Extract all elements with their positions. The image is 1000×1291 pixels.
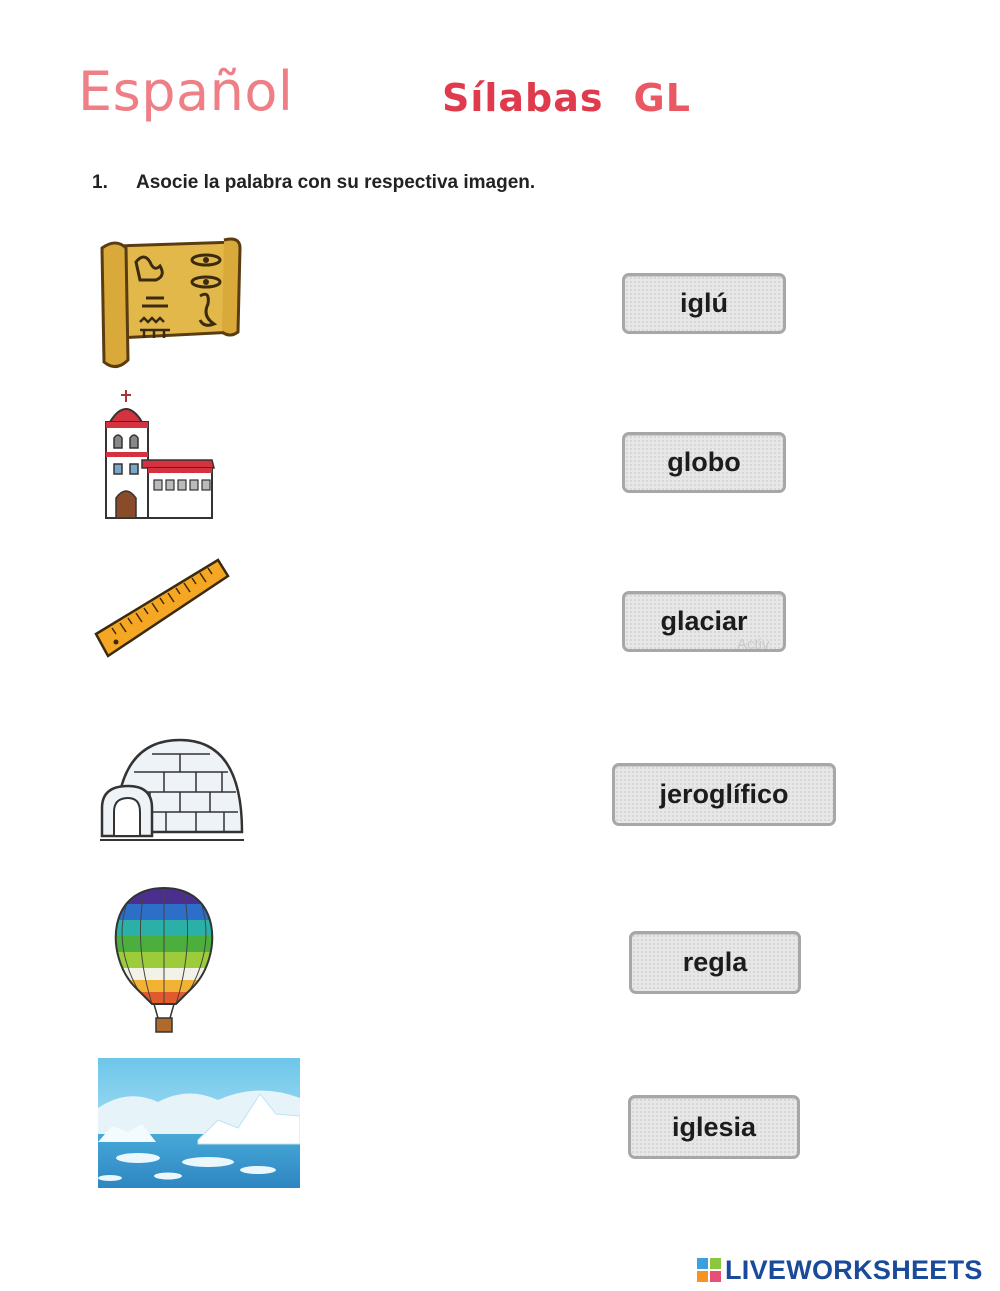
glacier-icon	[98, 1058, 300, 1188]
word-card-regla[interactable]: regla	[629, 931, 801, 994]
papyrus-hieroglyphics-icon	[96, 234, 242, 370]
liveworksheets-logo-icon	[697, 1258, 721, 1282]
instruction	[92, 172, 535, 194]
topic-label: Sílabas	[442, 76, 604, 120]
topic-title	[442, 76, 691, 120]
ruler-icon	[94, 556, 230, 666]
instruction-text: Asocie la palabra con su respectiva imagen.	[136, 172, 536, 193]
hot-air-balloon-icon	[104, 886, 224, 1036]
word-card-iglesia[interactable]: iglesia	[628, 1095, 800, 1159]
activation-watermark: Activ	[737, 636, 770, 653]
word-card-globo[interactable]: globo	[622, 432, 786, 493]
subject-title: Español	[78, 60, 294, 123]
word-card-glaciar[interactable]: glaciar	[622, 591, 786, 652]
word-card-jeroglifico[interactable]: jeroglífico	[612, 763, 836, 826]
syllable-label: GL	[633, 76, 691, 120]
church-icon	[102, 390, 218, 520]
igloo-icon	[100, 736, 246, 850]
word-card-iglu[interactable]: iglú	[622, 273, 786, 334]
instruction-number: 1.	[92, 172, 108, 193]
liveworksheets-brand: LIVEWORKSHEETS	[725, 1254, 983, 1285]
liveworksheets-logo	[697, 1255, 983, 1285]
